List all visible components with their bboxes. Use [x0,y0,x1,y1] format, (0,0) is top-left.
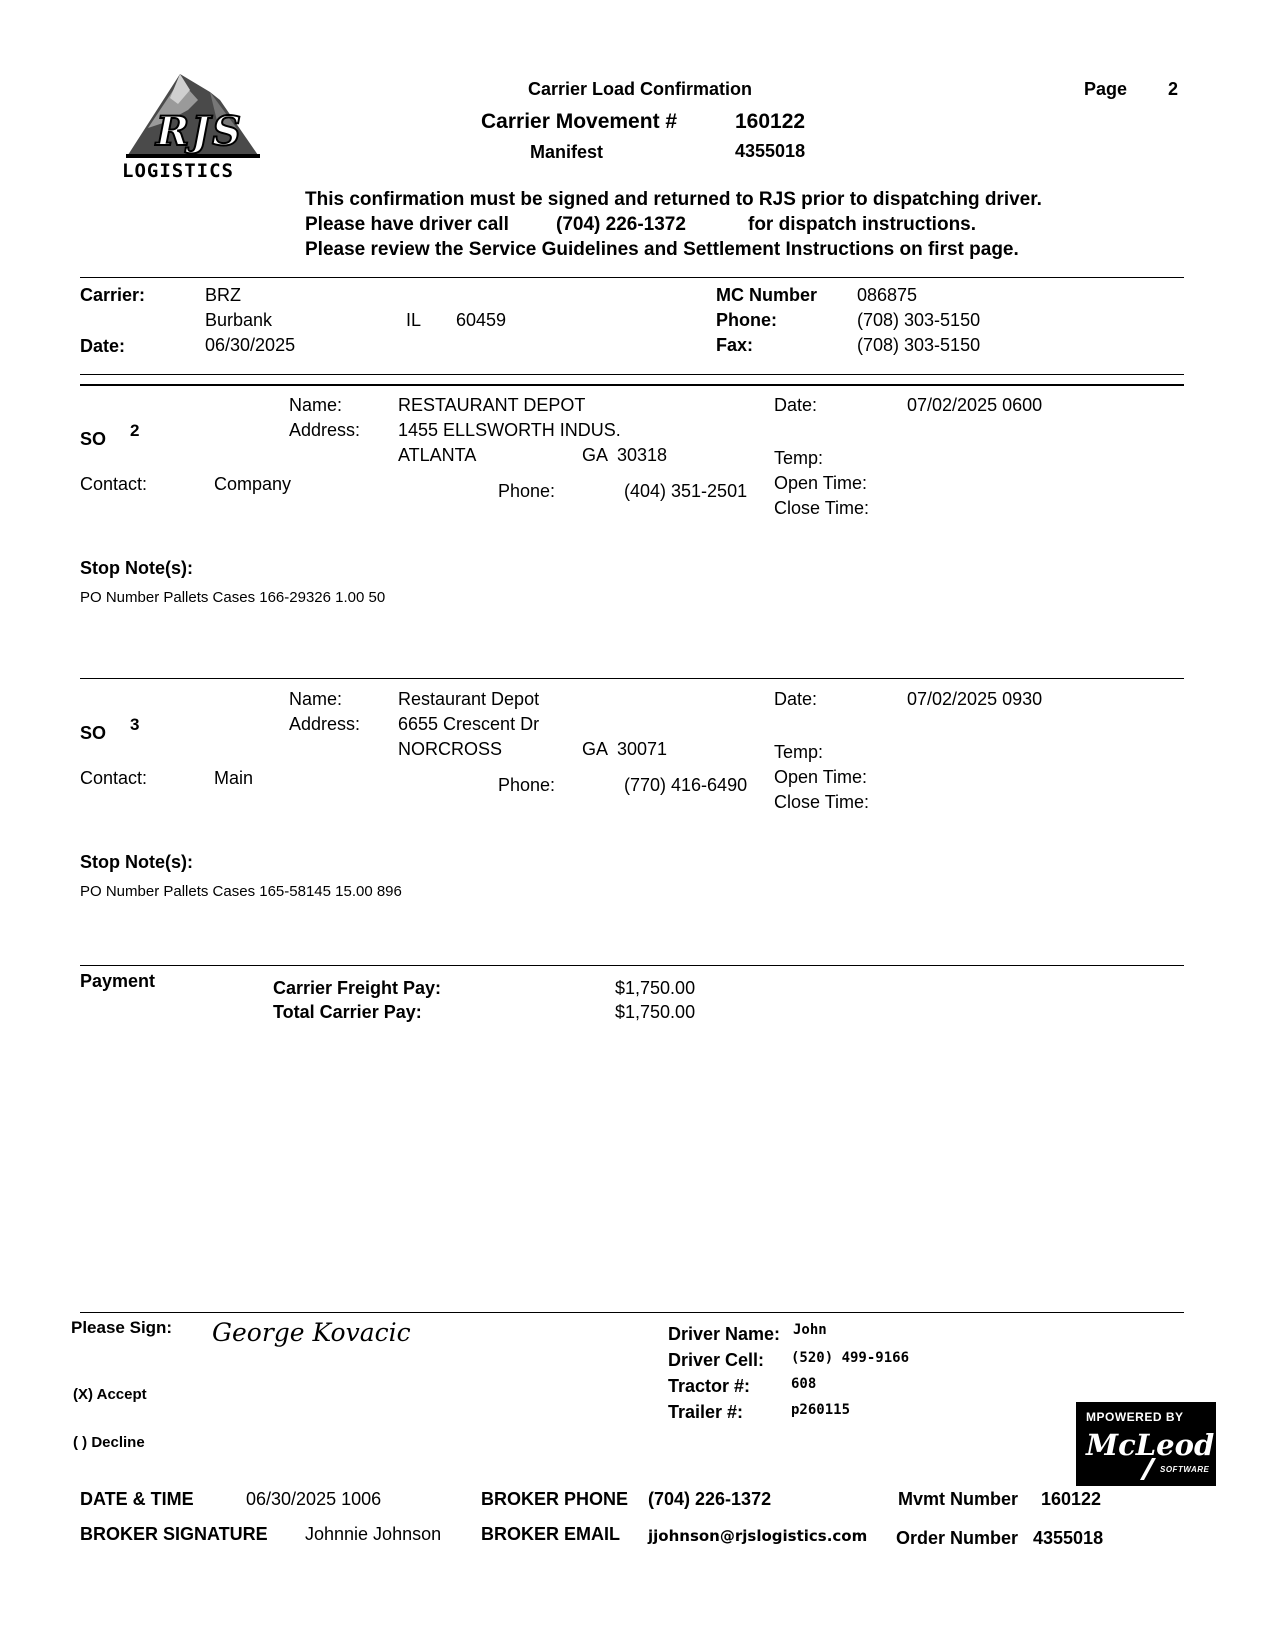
stop-number: 3 [130,715,140,734]
stop-temp-label: Temp: [774,448,824,468]
order-number-label: Order Number [896,1528,1019,1548]
software-text: SOFTWARE [1160,1465,1210,1474]
stop-address-label: Address: [289,714,361,734]
divider [80,384,1184,386]
notice-line-2b: for dispatch instructions. [748,214,977,235]
stop-open-label: Open Time: [774,473,868,493]
carrier-name: BRZ [205,285,241,305]
broker-signature-label: BROKER SIGNATURE [80,1524,268,1544]
page-label: Page [1084,79,1128,99]
total-pay-value: $1,750.00 [615,1002,696,1022]
stop-number: 2 [130,421,140,440]
movement-label: Carrier Movement # [481,110,678,133]
driver-name-label: Driver Name: [668,1324,781,1344]
broker-phone-label: BROKER PHONE [481,1489,629,1509]
stop-phone-label: Phone: [498,775,556,795]
stop-type: SO [80,429,107,449]
stop-notes-label: Stop Note(s): [80,558,193,578]
driver-name: John [793,1322,827,1338]
driver-cell: (520) 499-9166 [791,1350,910,1366]
broker-email-label: BROKER EMAIL [481,1524,620,1544]
stop-contact-label: Contact: [80,474,148,494]
broker-email[interactable]: jjohnson@rjslogistics.com [648,1527,868,1545]
broker-signature: Johnnie Johnson [305,1524,442,1544]
accept-option[interactable]: (X) Accept [73,1386,147,1403]
logo-mark: RJS [156,108,244,155]
datetime-label: DATE & TIME [80,1489,194,1509]
stop-address: 1455 ELLSWORTH INDUS. [398,420,621,440]
stop-contact: Company [214,474,292,494]
datetime-value: 06/30/2025 1006 [246,1489,382,1509]
freight-pay-value: $1,750.00 [615,978,696,998]
carrier-fax: (708) 303-5150 [857,335,981,355]
notice-line-2a: Please have driver call [305,214,509,235]
stop-phone-label: Phone: [498,481,556,501]
carrier-phone: (708) 303-5150 [857,310,981,330]
stop-type: SO [80,723,107,743]
stop-date-label: Date: [774,689,818,709]
stop-state-zip: GA 30318 [582,445,668,465]
divider [80,1312,1184,1313]
powered-by-badge [1076,1402,1216,1486]
carrier-zip: 60459 [456,310,507,330]
carrier-city: Burbank [205,310,273,330]
payment-label: Payment [80,971,156,991]
stop-contact-label: Contact: [80,768,148,788]
mvmt-number-label: Mvmt Number [898,1489,1019,1509]
stop-address-label: Address: [289,420,361,440]
manifest-label: Manifest [530,142,604,162]
stop-open-label: Open Time: [774,767,868,787]
carrier-fax-label: Fax: [716,335,754,355]
stop-contact: Main [214,768,254,788]
stop-date: 07/02/2025 0930 [907,689,1043,709]
stop-date-label: Date: [774,395,818,415]
carrier-date: 06/30/2025 [205,335,296,355]
total-pay-label: Total Carrier Pay: [273,1002,422,1022]
broker-phone: (704) 226-1372 [648,1489,772,1509]
logo-subtitle: LOGISTICS [122,160,234,182]
stop-name-label: Name: [289,395,343,415]
mvmt-number: 160122 [1041,1489,1102,1509]
divider [80,374,1184,375]
page-number: 2 [1168,79,1179,99]
carrier-date-label: Date: [80,336,126,356]
dispatch-phone: (704) 226-1372 [556,214,686,235]
divider [80,277,1184,278]
mcleod-swoosh-icon [1138,1458,1158,1480]
stop-city: NORCROSS [398,739,503,759]
stop-close-label: Close Time: [774,792,870,812]
stop-phone: (770) 416-6490 [624,775,748,795]
stop-name-label: Name: [289,689,343,709]
order-number: 4355018 [1033,1528,1104,1548]
stop-city: ATLANTA [398,445,477,465]
decline-option[interactable]: ( ) Decline [73,1434,145,1451]
powered-by-text: MPOWERED BY [1086,1410,1184,1424]
manifest-number: 4355018 [735,141,806,161]
freight-pay-label: Carrier Freight Pay: [273,978,442,998]
notice-line-3: Please review the Service Guidelines and Settlement Instructions on first page. [305,239,1019,260]
company-logo [118,70,268,185]
notice-line-1: This confirmation must be signed and returned to RJS prior to dispatching driver. [305,189,1042,210]
stop-close-label: Close Time: [774,498,870,518]
stop-name: Restaurant Depot [398,689,540,709]
trailer-label: Trailer #: [668,1402,744,1422]
stop-address: 6655 Crescent Dr [398,714,540,734]
stop-temp-label: Temp: [774,742,824,762]
movement-number: 160122 [735,110,806,133]
stop-date: 07/02/2025 0600 [907,395,1043,415]
divider [80,678,1184,679]
mc-number: 086875 [857,285,918,305]
tractor-label: Tractor #: [668,1376,751,1396]
mcleod-logo-text: McLeod [1086,1428,1215,1462]
document-title: Carrier Load Confirmation [528,79,753,99]
stop-notes-label: Stop Note(s): [80,852,193,872]
stop-notes: PO Number Pallets Cases 165-58145 15.00 896 [80,883,402,900]
driver-cell-label: Driver Cell: [668,1350,765,1370]
trailer-number: p260115 [791,1402,851,1418]
carrier-state: IL [406,310,422,330]
please-sign-label: Please Sign: [71,1318,173,1337]
carrier-phone-label: Phone: [716,310,777,330]
carrier-label: Carrier: [80,285,146,305]
stop-phone: (404) 351-2501 [624,481,748,501]
divider [80,965,1184,966]
carrier-signature: George Kovacic [212,1318,411,1347]
tractor-number: 608 [791,1376,817,1392]
stop-name: RESTAURANT DEPOT [398,395,586,415]
mc-number-label: MC Number [716,285,818,305]
stop-notes: PO Number Pallets Cases 166-29326 1.00 50 [80,589,386,606]
stop-state-zip: GA 30071 [582,739,668,759]
